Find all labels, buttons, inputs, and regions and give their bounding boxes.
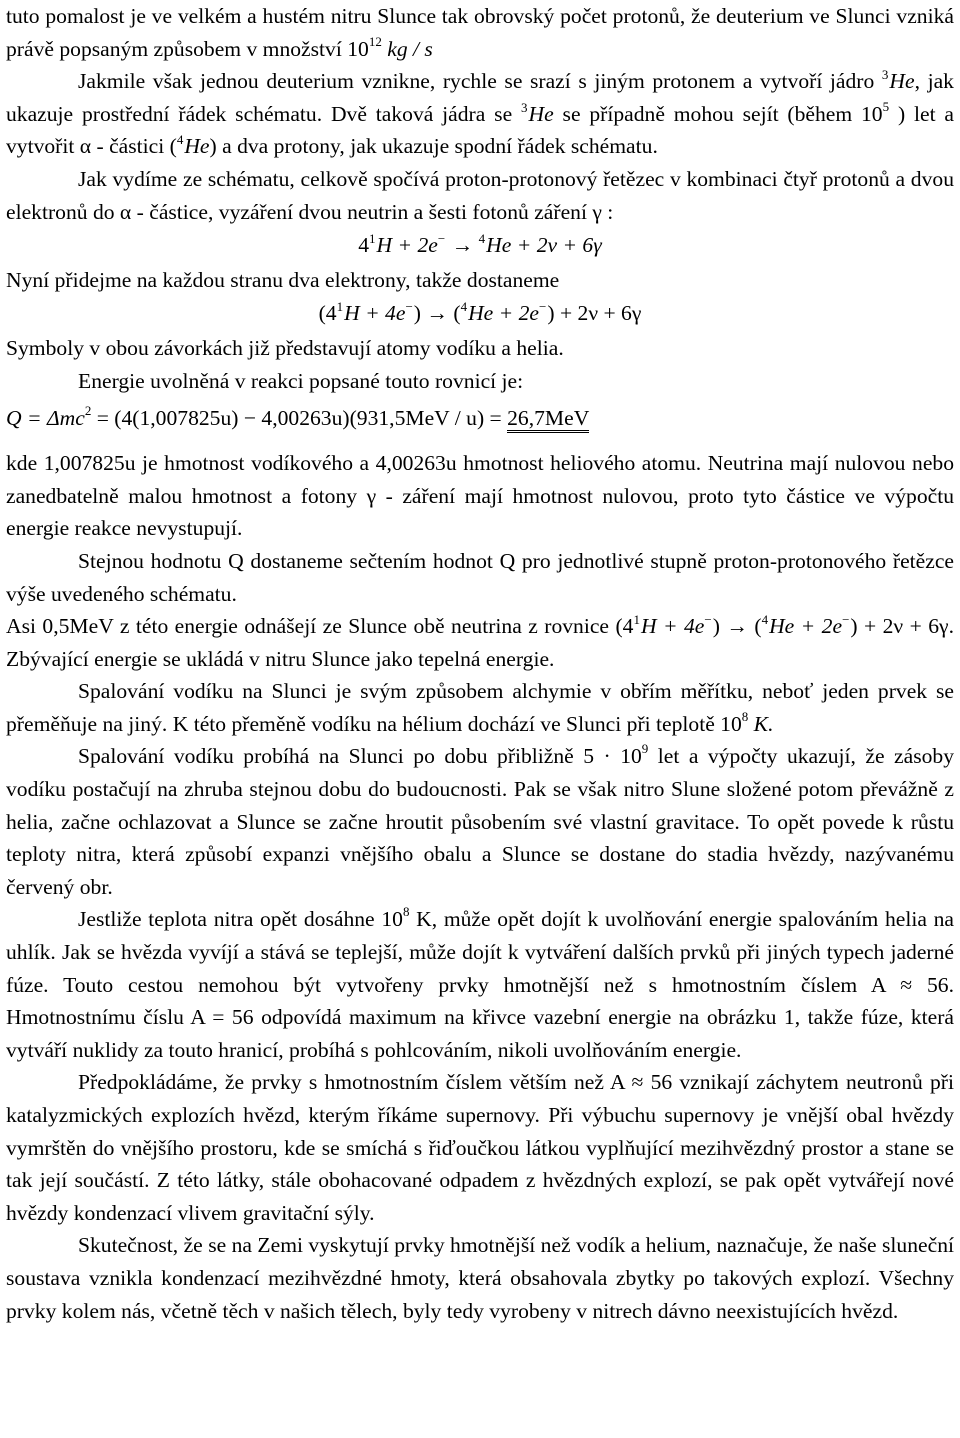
exponent: 2: [84, 403, 92, 419]
paragraph-9: [6, 610, 954, 675]
charge: −: [704, 612, 712, 628]
equation-1: [6, 228, 954, 264]
eq-part: H + 2e: [376, 233, 438, 258]
paragraph-8: Stejnou hodnotu Q dostaneme sečtením hodnot Q pro jednotlivé stupně proton-protonového řetězce výše uvedeného schématu.: [6, 548, 954, 606]
isotope-mass: 4: [478, 231, 486, 247]
arrow: ) → (: [712, 614, 762, 639]
text: se případně mohou sejít (během 10: [562, 101, 883, 126]
paragraph-2: [6, 65, 954, 163]
text: , jak ukazuje prostřední řádek schématu. Dvě taková jádra se: [6, 69, 954, 126]
text: Jakmile však jednou deuterium vznikne, rychle se srazí s jiným protonem a vytvoří jádro: [78, 69, 875, 94]
helium-symbol: He: [528, 101, 554, 126]
paragraph-3: Jak vydíme ze schématu, celkově spočívá proton-protonový řetězec v kombinaci čtyř protonů a dvou elektronů do α - částice, vyzáření dvou neutrin a šesti fotonů záření γ :: [6, 166, 954, 224]
text-line: ve Slunci vzniká právě popsaným způsobem v množství 10: [6, 4, 954, 61]
eq-part: He + 2e: [468, 301, 540, 326]
text: let a výpočty ukazují, že zásoby vodíku postačují na zhruba stejnou dobu do budoucnosti. Pak se však nitro Slune složené potom převážně z helia, začne ochlazovat a Slunce se začne hroutit působením své vlastní gravitace. To opět povede k růstu teploty nitra, která způsobí expanzi vnějšího obalu a Slunce se dostane do stadia hvězdy, nazývanému červený obr.: [6, 744, 954, 899]
equation-result: 26,7MeV: [507, 406, 589, 433]
equation-2: [6, 296, 954, 332]
eq-part: He + 2e: [769, 614, 843, 639]
text: Asi 0,5MeV z této energie odnášejí ze Slunce obě neutrina z rovnice: [6, 614, 610, 639]
exponent: 5: [882, 98, 890, 114]
exponent: 9: [641, 741, 649, 757]
helium-symbol: He: [889, 69, 915, 94]
isotope-mass: 1: [633, 612, 640, 628]
exponent: 8: [741, 708, 749, 724]
isotope-mass: 4: [761, 612, 769, 628]
eq-part: (4: [615, 614, 634, 639]
text: Jestliže teplota nitra opět dosáhne 10: [78, 907, 403, 932]
eq-part: H + 4e: [640, 614, 705, 639]
paragraph-12: [6, 903, 954, 1066]
isotope-mass: 4: [176, 132, 184, 148]
helium-symbol: He: [184, 134, 210, 159]
eq-part: = (4(1,007825u) − 4,00263u)(931,5MeV / u) =: [91, 406, 508, 431]
text: Spalování vodíku na Slunci je svým způsobem alchymie v obřím měřítku, neboť jeden prvek se přeměňuje na jiný. K této přeměně vodíku na hélium dochází ve Slunci při teplotě 10: [6, 679, 954, 736]
arrow: →: [446, 233, 479, 258]
isotope-mass: 1: [336, 299, 344, 315]
paragraph-14: Skutečnost, že se na Zemi vyskytují prvky hmotnější než vodík a helium, naznačuje, že naše sluneční soustava vznikla kondenzací mezihvězdné hmoty, která obsahovala zbytky po takových explozí. Všechny prvky kolem nás, včetně těch v našich tělech, byly tedy vyrobeny v nitrech dávno neexistujících hvězd.: [6, 1233, 954, 1323]
paragraph-6: Energie uvolněná v reakci popsané touto rovnicí je:: [78, 368, 524, 393]
eq-part: Q = Δmc: [6, 406, 85, 431]
isotope-mass: 1: [369, 231, 376, 247]
paragraph-11: [6, 740, 954, 903]
paragraph-4: Nyní přidejme na každou stranu dva elektrony, takže dostaneme: [6, 267, 560, 292]
text: ) a dva protony, jak ukazuje spodní řádek schématu.: [209, 134, 658, 159]
charge: −: [539, 299, 547, 315]
paragraph-7: kde 1,007825u je hmotnost vodíkového a 4,00263u hmotnost heliového atomu. Neutrina mají nulovou nebo zanedbatelně malou hmotnost a fotony γ - záření mají hmotnost nulovou, proto tyto částice ve výpočtu energie reakce nevystupují.: [6, 451, 954, 541]
text: ) + 2ν + 6γ. Zbývající energie se ukládá v nitru Slunce jako tepelná energie.: [6, 614, 954, 671]
unit: kg / s: [387, 36, 433, 61]
charge: −: [437, 231, 446, 247]
unit: K.: [748, 711, 774, 736]
isotope-mass: 4: [460, 299, 468, 315]
isotope-mass: 3: [521, 99, 528, 115]
isotope-mass: 3: [881, 67, 889, 83]
equation-3: [6, 399, 954, 437]
paragraph-1: [6, 0, 954, 65]
text: ) let a vytvořit α - částici (: [6, 101, 954, 159]
eq-part: 4: [358, 233, 370, 258]
charge: −: [842, 612, 850, 628]
eq-part: ) + 2ν + 6γ: [547, 301, 642, 326]
exponent: 8: [402, 904, 410, 920]
paragraph-13: Předpokládáme, že prvky s hmotnostním číslem větším než A ≈ 56 vznikají záchytem neutronů při katalyzmických explozích hvězd, kterým říkáme supernovy. Při výbuchu supernovy je vnější obal hvězdy vymrštěn do vnějšího prostoru, kde se smíchá s řiďoučkou látkou vyplňující mezihvězdný prostor a stane se tak její součástí. Z této látky, stále obohacované odpadem z hvězdných explozí, se pak opět vytvářejí nové hvězdy kondenzací vlivem gravitační sýly.: [6, 1070, 954, 1225]
eq-part: He + 2ν + 6γ: [486, 233, 602, 258]
exponent: 12: [368, 33, 382, 49]
paragraph-5: Symboly v obou závorkách již představují atomy vodíku a helia.: [6, 335, 564, 360]
eq-part: (4: [318, 301, 337, 326]
arrow: ) → (: [413, 301, 461, 326]
paragraph-10: [6, 675, 954, 740]
eq-part: H + 4e: [344, 301, 406, 326]
text: K, může opět dojít k uvolňování energie spalováním helia na uhlík. Jak se hvězda vyvíjí a stává se teplejší, může dojít k vytváření dalších prvků při jiných typech jaderné fúze. Touto cestou nemohou být vytvořeny prvky hmotnější než s hmotnostním číslem A ≈ 56. Hmotnostnímu číslu A = 56 odpovídá maximum na křivce vazební energie na obrázku 1, takže fúze, která vytváří nuklidy za touto hranicí, probíhá s pohlcováním, nikoli uvolňováním energie.: [6, 907, 954, 1062]
text-line: tuto pomalost je ve velkém a hustém nitru Slunce tak obrovský počet protonů, že deuterium: [6, 4, 804, 28]
text: Spalování vodíku probíhá na Slunci po dobu přibližně 5 · 10: [78, 744, 642, 769]
charge: −: [405, 299, 413, 315]
